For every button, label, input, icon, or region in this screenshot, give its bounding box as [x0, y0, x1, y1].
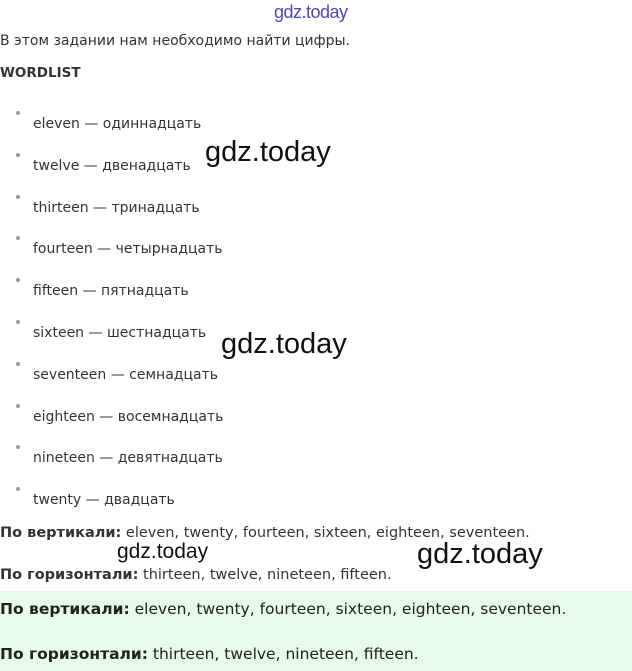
bullet-icon	[16, 236, 20, 240]
watermark: gdz.today	[417, 538, 543, 570]
word-pair: twelve — двенадцать	[33, 157, 191, 174]
word-pair: eleven — одиннадцать	[33, 116, 202, 132]
solution-horizontal-value: thirteen, twelve, nineteen, fifteen.	[138, 567, 392, 583]
solution-vertical-label: По вертикали:	[0, 525, 122, 541]
intro-text: В этом задании нам необходимо найти цифры.	[0, 33, 350, 49]
answer-horizontal-value: thirteen, twelve, nineteen, fifteen.	[147, 645, 419, 663]
word-pair: thirteen — тринадцать	[33, 199, 200, 216]
watermark: gdz.today	[221, 328, 347, 360]
word-pair: seventeen — семнадцать	[33, 366, 218, 383]
bullet-icon	[16, 362, 20, 366]
solution-horizontal-label: По горизонтали:	[0, 567, 139, 583]
answer-horizontal	[0, 645, 419, 663]
answer-vertical-value: eleven, twenty, fourteen, sixteen, eighteen, seventeen.	[129, 600, 567, 618]
answer-box	[0, 591, 632, 671]
watermark-top: gdz.today	[274, 2, 348, 22]
solution-horizontal	[0, 567, 392, 583]
bullet-icon	[16, 445, 20, 449]
word-pair: nineteen — девятнадцать	[33, 450, 223, 467]
answer-horizontal-label: По горизонтали:	[0, 645, 148, 663]
bullet-icon	[16, 320, 20, 324]
word-pair: fourteen — четырнадцать	[33, 241, 223, 258]
watermark: gdz.today	[117, 540, 209, 563]
answer-vertical	[0, 600, 566, 618]
bullet-icon	[16, 487, 20, 491]
bullet-icon	[16, 278, 20, 282]
word-pair: sixteen — шестнадцать	[33, 324, 207, 341]
word-pair: twenty — двадцать	[33, 492, 175, 509]
watermark: gdz.today	[205, 136, 331, 168]
solution-vertical-value: eleven, twenty, fourteen, sixteen, eighteen, seventeen.	[121, 525, 530, 541]
answer-vertical-label: По вертикали:	[0, 600, 130, 618]
bullet-icon	[16, 153, 20, 157]
bullet-icon	[16, 195, 20, 199]
wordlist-heading: WORDLIST	[0, 65, 81, 81]
word-pair: eighteen — восемнадцать	[33, 408, 224, 425]
bullet-icon	[16, 404, 20, 408]
word-pair: fifteen — пятнадцать	[33, 283, 189, 300]
bullet-icon	[16, 111, 20, 115]
